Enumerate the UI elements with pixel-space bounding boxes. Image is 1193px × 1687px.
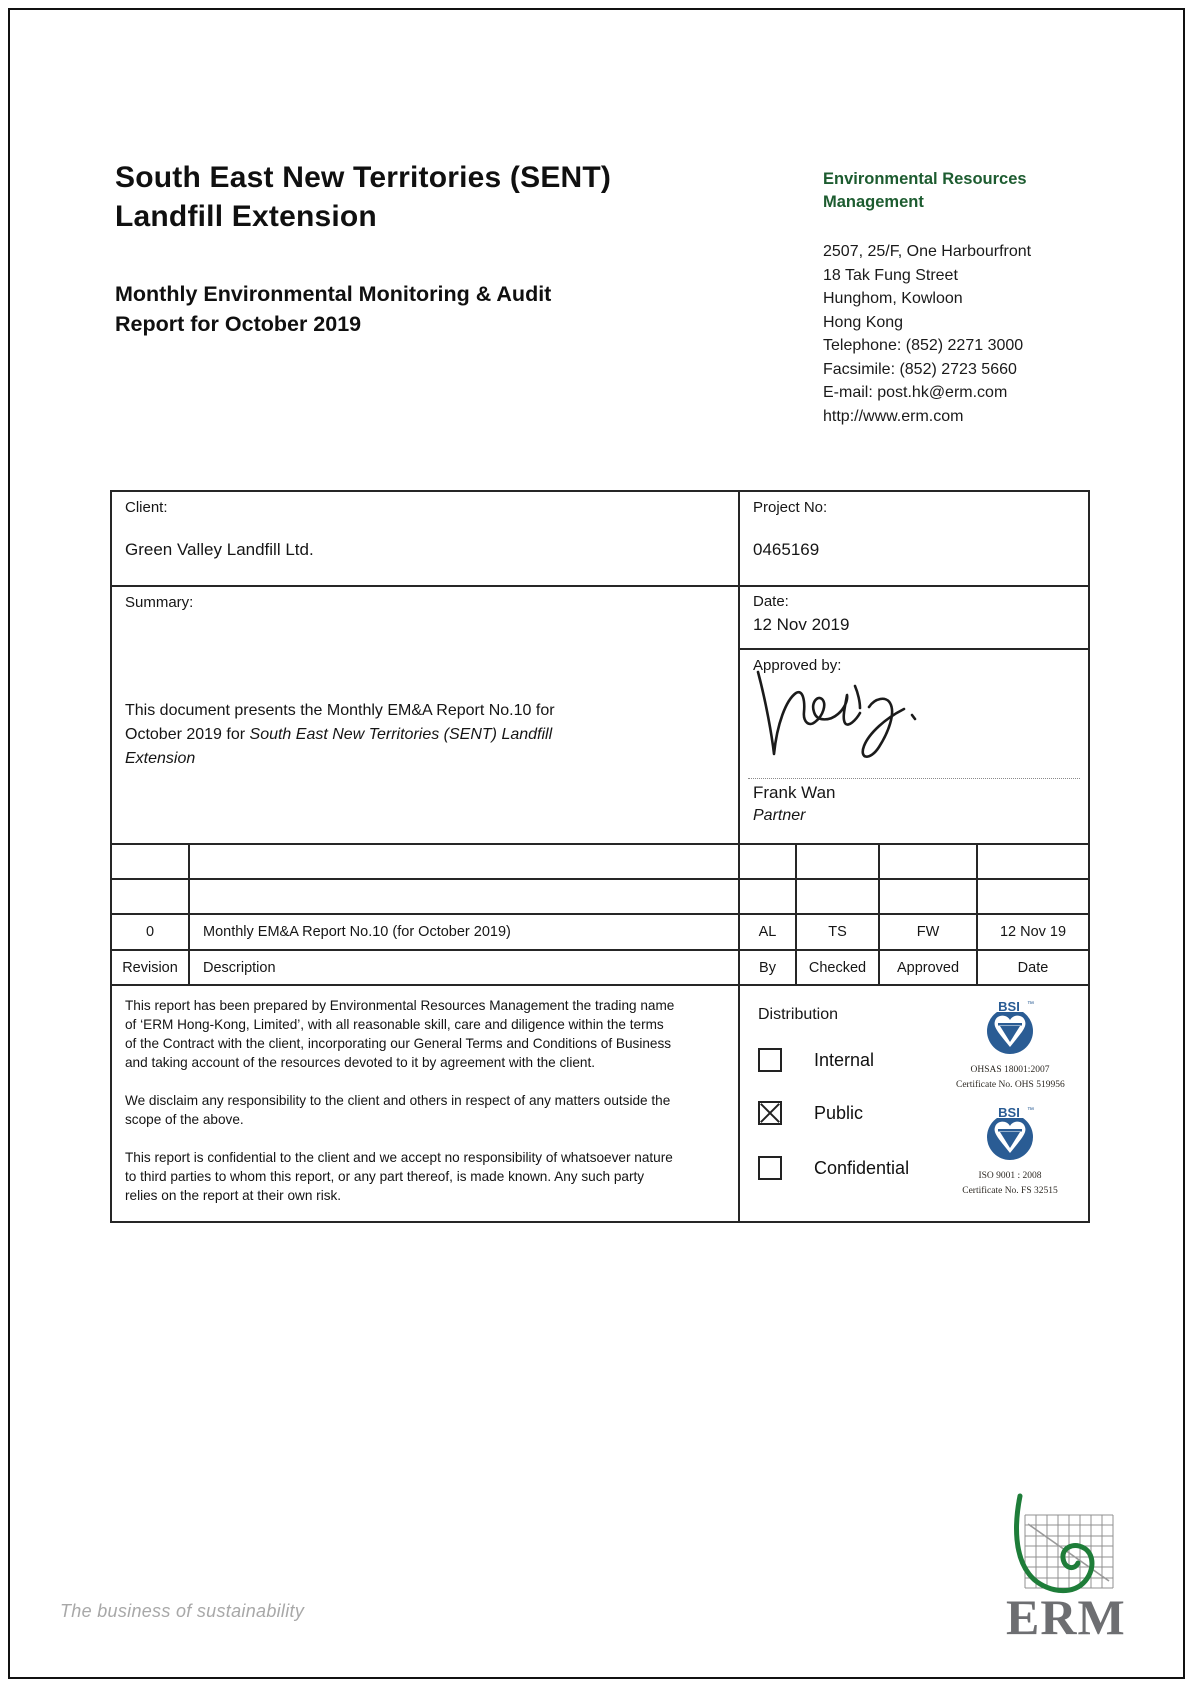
date-label: Date: (753, 593, 789, 610)
address-line: 2507, 25/F, One Harbourfront (823, 243, 1032, 260)
address-line: Hunghom, Kowloon (823, 290, 963, 307)
summary-label: Summary: (125, 594, 194, 611)
disclaimer-line: and taking account of the resources devoted to it by agreement with the client. (125, 1055, 596, 1070)
date-cell: 12 Nov 19 (999, 924, 1067, 940)
disclaimer-cell (112, 986, 740, 1221)
checkbox-public[interactable] (758, 1101, 782, 1125)
bsi-brand-text: BSI (998, 1105, 1020, 1120)
approved-cell (880, 845, 978, 878)
disclaimer-line: This report has been prepared by Environmental Resources Management the trading name (125, 998, 675, 1013)
approved-cell (880, 880, 978, 913)
summary-line3-italic: Extension (125, 750, 196, 767)
company-address (823, 240, 1103, 428)
client-cell (112, 492, 740, 585)
approved-cell: FW (880, 915, 978, 949)
date-cell (978, 880, 1088, 913)
disclaimer-distribution-row (112, 986, 1088, 1221)
by-cell: AL (740, 915, 797, 949)
description-cell (190, 880, 740, 913)
report-subtitle-line1: Monthly Environmental Monitoring & Audit (115, 282, 552, 306)
checkbox-confidential[interactable] (758, 1156, 782, 1180)
bsi-certification-iso (956, 1104, 1064, 1198)
revision-header-row (112, 951, 1088, 986)
checkbox-label: Internal (814, 1049, 875, 1070)
tagline: The business of sustainability (60, 1601, 305, 1621)
report-title-line2: Landfill Extension (115, 200, 377, 233)
company-name-line2: Management (823, 193, 924, 211)
erm-wordmark: ERM (1006, 1589, 1126, 1645)
disclaimer-line: relies on the report at their own risk. (125, 1188, 342, 1203)
approver-title: Partner (753, 807, 806, 824)
checked-header: Checked (797, 951, 880, 984)
by-cell (740, 845, 797, 878)
summary-text (125, 699, 595, 771)
checkbox-internal[interactable] (758, 1048, 782, 1072)
project-no-value: 0465169 (753, 540, 820, 559)
website-line: http://www.erm.com (823, 407, 964, 425)
checkbox-label: Public (814, 1102, 864, 1123)
bsi-brand-text: BSI (998, 999, 1020, 1014)
disclaimer-line: scope of the above. (125, 1112, 244, 1127)
report-title (115, 158, 611, 236)
address-line: Hong Kong (823, 313, 904, 331)
disclaimer-line: of ‘ERM Hong-Kong, Limited’, with all reasonable skill, care and diligence within the terms (125, 1017, 664, 1032)
disclaimer-line: to third parties to whom this report, or any part thereof, is made known. Any such party (125, 1169, 645, 1184)
cert-number: Certificate No. FS 32515 (962, 1186, 1058, 1196)
report-subtitle (115, 279, 551, 339)
fax-line: Facsimile: (852) 2723 5660 (823, 360, 1017, 378)
revision-row (112, 915, 1088, 951)
date-approved-column (740, 587, 1088, 843)
cert-standard: OHSAS 18001:2007 (970, 1065, 1050, 1075)
project-no-label: Project No: (753, 499, 828, 516)
summary-cell (112, 587, 740, 843)
description-cell: Monthly EM&A Report No.10 (for October 2019) (190, 915, 740, 949)
trademark-symbol: ™ (1027, 1001, 1034, 1008)
bsi-logo-icon (981, 1104, 1039, 1164)
revision-cell (112, 845, 190, 878)
email-line: E-mail: post.hk@erm.com (823, 384, 1008, 401)
revision-header: Revision (112, 951, 190, 984)
client-label: Client: (125, 499, 168, 516)
company-name-line1: Environmental Resources (823, 170, 1027, 188)
date-cell (740, 587, 1088, 650)
by-cell (740, 880, 797, 913)
checked-cell (797, 845, 880, 878)
date-cell (978, 845, 1088, 878)
info-table (110, 490, 1090, 1223)
company-letterhead (823, 168, 1103, 428)
revision-row-empty (112, 880, 1088, 915)
approved-header: Approved (880, 951, 978, 984)
bsi-certification-ohsas (956, 998, 1064, 1092)
checked-cell: TS (797, 915, 880, 949)
report-subtitle-line2: Report for October 2019 (115, 312, 362, 336)
distribution-option-confidential (758, 1156, 909, 1180)
revision-cell (112, 880, 190, 913)
revision-cell: 0 (112, 915, 190, 949)
approved-by-label: Approved by: (753, 657, 842, 674)
summary-line2-normal: October 2019 for (125, 726, 250, 743)
distribution-label: Distribution (758, 1006, 839, 1023)
cert-number: Certificate No. OHS 519956 (956, 1080, 1065, 1090)
disclaimer-line: of the Contract with the client, incorporating our General Terms and Conditions of Business (125, 1036, 672, 1051)
erm-fern-logo-icon (1008, 1492, 1120, 1596)
disclaimer-line: We disclaim any responsibility to the client and others in respect of any matters outside the (125, 1093, 671, 1108)
by-header: By (740, 951, 797, 984)
description-header: Description (190, 951, 740, 984)
date-value: 12 Nov 2019 (753, 615, 850, 634)
approver-name: Frank Wan (753, 783, 836, 802)
signature-line (748, 778, 1080, 779)
trademark-symbol: ™ (1027, 1107, 1034, 1114)
summary-line2-italic: South East New Territories (SENT) Landfill (249, 726, 553, 743)
distribution-option-public (758, 1101, 863, 1125)
checked-cell (797, 880, 880, 913)
client-project-row (112, 492, 1088, 587)
distribution-option-internal (758, 1048, 874, 1072)
company-name (823, 168, 1103, 214)
description-cell (190, 845, 740, 878)
cert-standard: ISO 9001 : 2008 (978, 1171, 1042, 1181)
date-header: Date (1017, 959, 1049, 976)
revision-row-empty (112, 845, 1088, 880)
summary-line1: This document presents the Monthly EM&A Report No.10 for (125, 702, 555, 719)
checkbox-label: Confidential (814, 1157, 910, 1178)
project-no-cell (740, 492, 1088, 585)
approved-by-cell (740, 650, 1088, 843)
disclaimer-line: This report is confidential to the client and we accept no responsibility of whatsoever nature (125, 1150, 673, 1165)
bsi-logo-icon (981, 998, 1039, 1058)
report-title-line1: South East New Territories (SENT) (115, 161, 612, 194)
signature (742, 658, 1012, 776)
client-value: Green Valley Landfill Ltd. (125, 540, 314, 559)
summary-row (112, 587, 1088, 845)
distribution-cell (740, 986, 1088, 1221)
address-line: 18 Tak Fung Street (823, 266, 958, 284)
phone-line: Telephone: (852) 2271 3000 (823, 337, 1024, 354)
